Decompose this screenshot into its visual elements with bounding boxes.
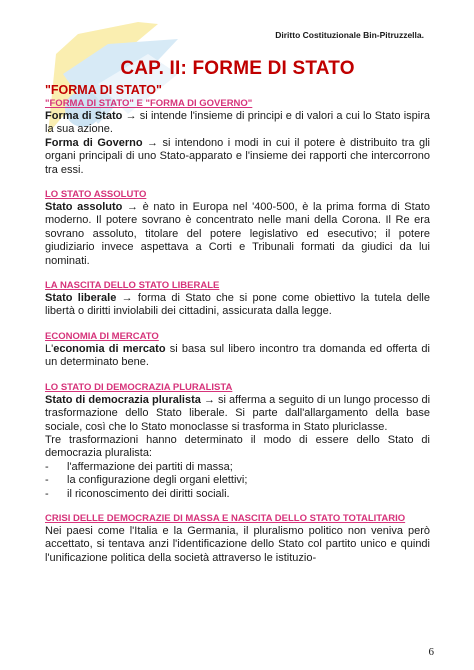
- section-heading-stato-liberale: LA NASCITA DELLO STATO LIBERALE: [45, 280, 220, 292]
- term-stato-liberale: Stato liberale: [45, 292, 117, 305]
- definition-text: → forma di Stato che si pone come obiettivo la tutela delle libertà o diritti inviolabili dei cittadini, assicurata dalla legge.: [45, 292, 430, 318]
- paragraph-stato-liberale: [45, 292, 430, 319]
- section-heading-forma: "FORMA DI STATO" E "FORMA DI GOVERNO": [45, 98, 253, 109]
- section-title-forma-di-stato: "FORMA DI STATO": [45, 83, 162, 97]
- page-content: [45, 58, 430, 565]
- term-democrazia-pluralista: Stato di democrazia pluralista: [45, 393, 201, 406]
- page-number: 6: [428, 646, 434, 658]
- section-heading-crisi-democrazie: CRISI DELLE DEMOCRAZIE DI MASSA E NASCITA DELLO STATO TOTALITARIO: [45, 512, 406, 524]
- paragraph-forma-di-stato: [45, 110, 430, 137]
- list-item: - il riconoscimento dei diritti sociali.: [45, 488, 430, 501]
- section-heading-democrazia-pluralista: LO STATO DI DEMOCRAZIA PLURALISTA: [45, 381, 233, 393]
- chapter-title: CAP. II: FORME DI STATO: [120, 58, 355, 79]
- paragraph-economia-di-mercato: [45, 343, 430, 370]
- paragraph-trasformazioni: Tre trasformazioni hanno determinato il modo di essere dello Stato di democrazia pluralista:: [45, 433, 430, 460]
- definition-text: si basa sul libero incontro tra domanda ed offerta di un determinato bene.: [45, 342, 430, 369]
- paragraph-stato-assoluto: [45, 201, 430, 268]
- running-header: Diritto Costituzionale Bin-Pitruzzella.: [275, 30, 424, 40]
- definition-text: → è nato in Europa nel '400-500, è la prima forma di Stato moderno. Il potere sovrano è concentrato nelle mani della Corona. Il Re era sovrano assoluto, titolare del potere legislativo ed esecutivo; il potere giudiziario invece aspettava a Corti e Tribunali formati da giudici da lui nominati.: [45, 201, 430, 267]
- definition-text: → si afferma a seguito di un lungo processo di trasformazione dello Stato liberale. Si parte dall'allargamento della base sociale, così che lo Stato monoclasse si trasforma in Stato pluriclasse.: [45, 393, 431, 433]
- term-economia-di-mercato: economia di mercato: [53, 342, 166, 355]
- section-heading-economia-di-mercato: ECONOMIA DI MERCATO: [45, 330, 159, 342]
- list-item: - l'affermazione dei partiti di massa;: [45, 461, 430, 474]
- term-forma-di-governo: Forma di Governo: [45, 136, 143, 149]
- paragraph-crisi-democrazie: Nei paesi come l'Italia e la Germania, il pluralismo politico non veniva però accettato, si tentava anzi l'identificazione dello Stato col partito unico e quindi l'unificazione politica della società attraverso le istituzio-: [45, 524, 430, 564]
- article-prefix: L': [45, 342, 54, 355]
- list-item: - la configurazione degli organi elettivi;: [45, 474, 430, 487]
- term-stato-assoluto: Stato assoluto: [45, 201, 123, 214]
- section-heading-stato-assoluto: LO STATO ASSOLUTO: [45, 189, 147, 201]
- definition-text: → si intende l'insieme di principi e di valori a cui lo Stato ispira la sua azione.: [45, 110, 430, 136]
- trasformazioni-list: [45, 461, 430, 501]
- definition-text: → si intendono i modi in cui il potere è distribuito tra gli organi principali di uno Stato-apparato e l'insieme dei rapporti che intercorrono tra essi.: [45, 136, 430, 176]
- paragraph-forma-di-governo: [45, 137, 430, 177]
- term-forma-di-stato: Forma di Stato: [45, 110, 123, 122]
- paragraph-democrazia-pluralista: [45, 394, 430, 434]
